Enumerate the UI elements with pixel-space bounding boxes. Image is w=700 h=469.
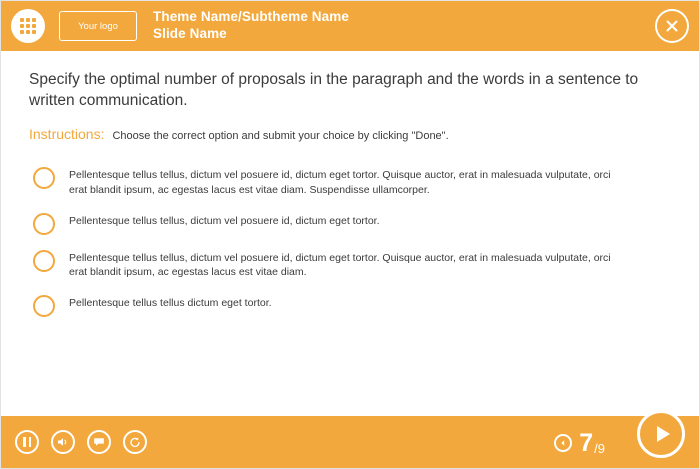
radio-button-3[interactable] <box>33 250 55 272</box>
option-row[interactable] <box>33 212 671 235</box>
next-button[interactable] <box>637 410 685 458</box>
footer-bar <box>1 416 700 468</box>
option-row[interactable] <box>33 166 671 198</box>
instructions-label: Instructions: <box>29 125 105 142</box>
instructions-row <box>29 126 673 142</box>
total-pages: /9 <box>594 441 605 456</box>
page-indicator <box>554 431 605 456</box>
pause-glyph <box>23 437 31 447</box>
option-label-3: Pellentesque tellus tellus, dictum vel posuere id, dictum eget tortor. Quisque auctor, erat in malesuada vulputate, orci erat blandit ipsum, ac egestas lacus est vitae diam. <box>69 251 611 279</box>
radio-button-4[interactable] <box>33 295 55 317</box>
question-text: Specify the optimal number of proposals in the paragraph and the words in a sentence to written communication. <box>29 71 639 110</box>
pause-icon[interactable] <box>15 430 39 454</box>
slide-content <box>1 51 700 331</box>
replay-glyph <box>128 436 142 449</box>
instructions-text: Choose the correct option and submit your choice by clicking "Done". <box>112 129 449 142</box>
close-glyph <box>664 18 680 34</box>
replay-icon[interactable] <box>123 430 147 454</box>
close-icon[interactable] <box>655 9 689 43</box>
options-list <box>33 166 671 318</box>
volume-icon[interactable] <box>51 430 75 454</box>
theme-title: Theme Name/Subtheme Name <box>153 9 349 25</box>
header-bar <box>1 1 700 51</box>
slide-title: Slide Name <box>153 26 227 41</box>
grid-dots <box>20 18 36 34</box>
grid-menu-icon[interactable] <box>11 9 45 43</box>
option-row[interactable] <box>33 249 671 281</box>
current-page: 7 <box>579 429 594 457</box>
option-label-1: Pellentesque tellus tellus, dictum vel posuere id, dictum eget tortor. Quisque auctor, erat in malesuada vulputate, orci erat blandit ipsum, ac egestas lacus est vitae diam. Suspendisse ullamcorper. <box>69 168 611 196</box>
subtitles-icon[interactable] <box>87 430 111 454</box>
logo-placeholder <box>59 11 137 41</box>
option-row[interactable] <box>33 294 671 317</box>
chevron-left-glyph <box>559 439 567 447</box>
logo-label: Your logo <box>78 20 118 32</box>
radio-button-2[interactable] <box>33 213 55 235</box>
play-next-icon <box>657 426 670 442</box>
chevron-left-icon[interactable] <box>554 434 572 452</box>
radio-button-1[interactable] <box>33 167 55 189</box>
title-block <box>153 9 349 43</box>
volume-glyph <box>56 436 70 448</box>
option-label-2: Pellentesque tellus tellus, dictum vel posuere id, dictum eget tortor. <box>69 214 380 227</box>
option-label-4: Pellentesque tellus tellus dictum eget tortor. <box>69 297 272 310</box>
subtitles-glyph <box>92 436 106 448</box>
